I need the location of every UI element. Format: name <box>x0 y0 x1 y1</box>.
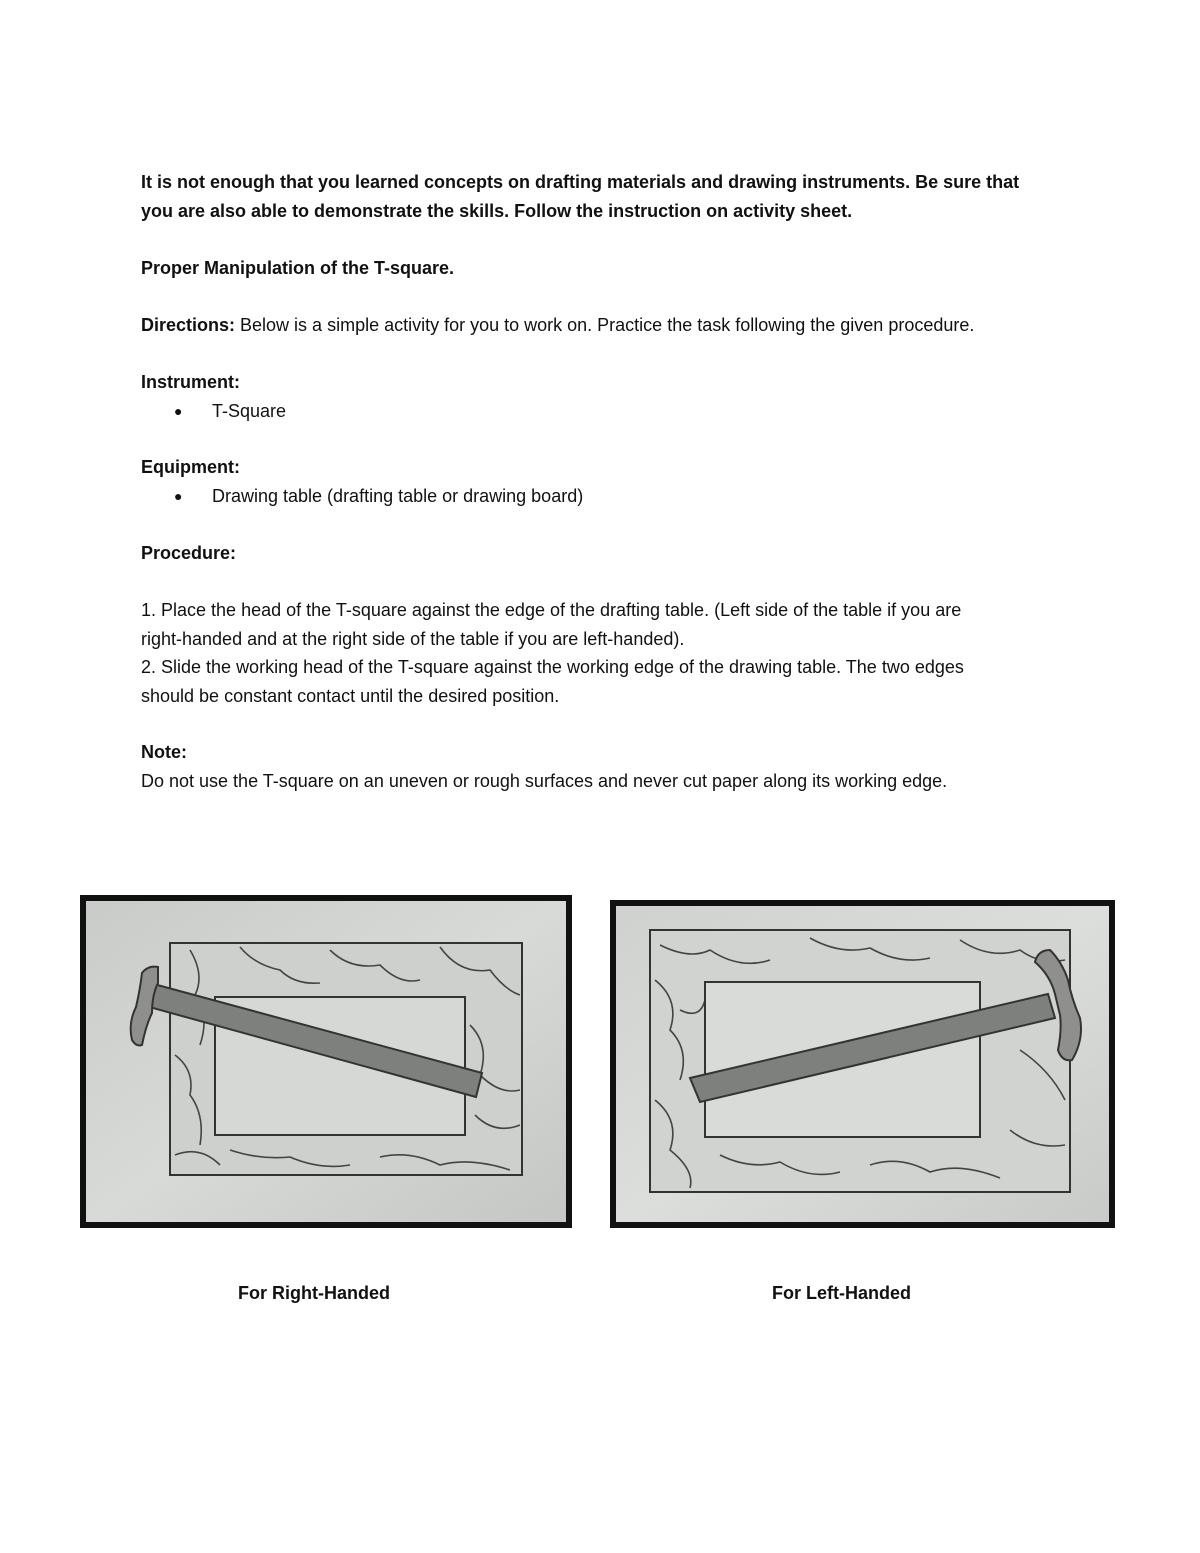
intro-line-1: It is not enough that you learned concepts on drafting materials and drawing instruments. Be sure that <box>141 172 1020 192</box>
intro-line-2: you are also able to demonstrate the skills. Follow the instruction on activity sheet. <box>141 201 853 221</box>
procedure-step-2-line-2: should be constant contact until the desired position. <box>141 686 560 706</box>
directions-text: Below is a simple activity for you to work on. Practice the task following the given procedure. <box>235 315 975 335</box>
activity-title: Proper Manipulation of the T-square. <box>141 258 455 278</box>
note-heading: Note: <box>141 742 187 762</box>
procedure-step-2-line-1: 2. Slide the working head of the T-square against the working edge of the drawing table. The two edges <box>141 657 964 677</box>
procedure-step-1-line-2: right-handed and at the right side of the table if you are left-handed). <box>141 629 685 649</box>
directions-paragraph <box>141 311 974 340</box>
bullet-icon: ● <box>174 403 183 419</box>
directions-label: Directions: <box>141 315 236 335</box>
procedure-step-1-line-1: 1. Place the head of the T-square against the edge of the drafting table. (Left side of the table if you are <box>141 600 962 620</box>
instrument-item: T-Square <box>212 401 287 421</box>
left-handed-caption: For Left-Handed <box>772 1283 911 1303</box>
right-handed-tsquare-photo <box>80 895 572 1228</box>
instrument-heading: Instrument: <box>141 372 240 392</box>
equipment-heading: Equipment: <box>141 457 240 477</box>
left-handed-tsquare-photo <box>610 900 1115 1228</box>
procedure-heading: Procedure: <box>141 543 237 563</box>
note-text: Do not use the T-square on an uneven or rough surfaces and never cut paper along its working edge. <box>141 771 948 791</box>
bullet-icon: ● <box>174 488 183 504</box>
right-handed-caption: For Right-Handed <box>238 1283 390 1303</box>
equipment-item: Drawing table (drafting table or drawing board) <box>212 486 584 506</box>
